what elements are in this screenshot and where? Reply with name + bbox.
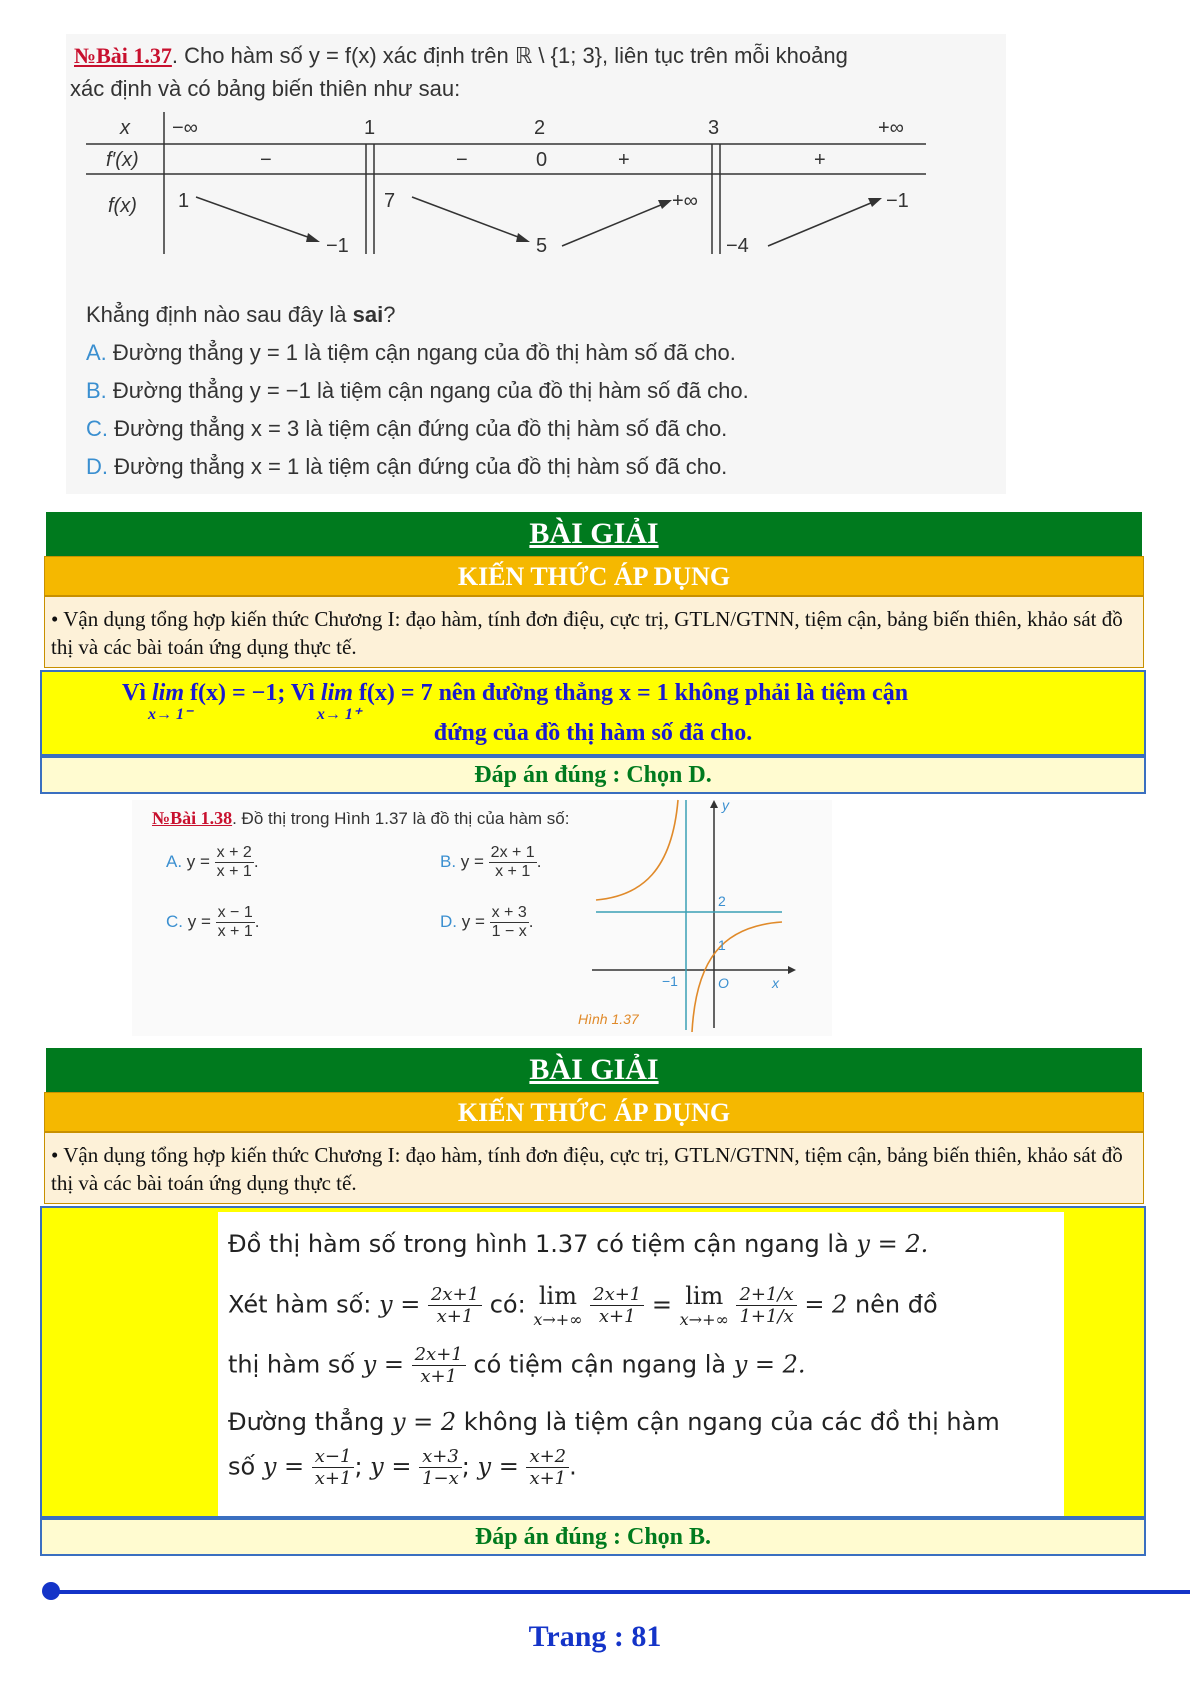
knowledge-text: • Vận dụng tổng hợp kiến thức Chương I: đạo hàm, tính đơn điệu, cực trị, GTLN/GTNN, tiệm cận, bảng biến thiên, khảo sát đồ thị và các bài toán ứng dụng thực tế. xyxy=(44,596,1144,668)
question: Khẳng định nào sau đây là sai? xyxy=(86,302,396,327)
solution-2-line-3: thị hàm số y = $\frac{2x+1}{x+1}$ có tiệm cận ngang là y = 2. xyxy=(228,1344,806,1387)
answer-1: Đáp án đúng : Chọn D. xyxy=(40,756,1146,794)
f-val: −4 xyxy=(726,235,749,257)
problem-1-37-stem-2: xác định và có bảng biến thiên như sau: xyxy=(70,76,461,101)
option-c[interactable]: C. y = $\frac{x - 1}{x + 1}$ . xyxy=(166,904,260,940)
tick-label: 1 xyxy=(718,937,726,953)
solution-1-line-2: đứng của đồ thị hàm số đã cho. xyxy=(433,720,753,746)
answer-2: Đáp án đúng : Chọn B. xyxy=(40,1518,1146,1556)
solution-2-line-1: Đồ thị hàm số trong hình 1.37 có tiệm cận ngang là y = 2. xyxy=(228,1230,929,1258)
problem-1-37 xyxy=(66,34,1006,494)
solution-2-line-5: số y = $\frac{x-1}{x+1}$ ; y = $\frac{x+3}{1-x}$ ; y = $\frac{x+2}{x+1}$ . xyxy=(228,1446,577,1489)
x-label: x xyxy=(120,117,130,139)
problem-1-38-stem: №Bài 1.38. Đồ thị trong Hình 1.37 là đồ thị của hàm số: xyxy=(152,808,570,828)
x-axis-label: x xyxy=(772,975,779,991)
solution-1-box xyxy=(40,670,1146,756)
tick-label: −1 xyxy=(662,973,678,989)
solution-1-line-1: Vì lim x→ 1⁻ f(x) = −1; Vì lim x→ 1⁺ f(x) = 7 nên đường thẳng x = 1 không phải là tiệm cận xyxy=(122,680,909,723)
knowledge-text: • Vận dụng tổng hợp kiến thức Chương I: đạo hàm, tính đơn điệu, cực trị, GTLN/GTNN, tiệm cận, bảng biến thiên, khảo sát đồ thị và các bài toán ứng dụng thực tế. xyxy=(44,1132,1144,1204)
x-val: 3 xyxy=(708,117,720,139)
fprime-val: + xyxy=(814,149,826,171)
y-axis-label: y xyxy=(722,797,729,813)
fprime-val: − xyxy=(456,149,468,171)
f-val: −1 xyxy=(326,235,349,257)
option-b[interactable]: B. y = $\frac{2x + 1}{x + 1}$ . xyxy=(440,844,542,880)
choice-c[interactable]: C. Đường thẳng x = 3 là tiệm cận đứng của đồ thị hàm số đã cho. xyxy=(86,416,728,441)
solution-2-line-4: Đường thẳng y = 2 không là tiệm cận ngang của các đồ thị hàm xyxy=(228,1408,1000,1436)
graph-figure xyxy=(578,797,832,1036)
footer-dot xyxy=(42,1582,60,1600)
page-number: Trang : 81 xyxy=(528,1620,662,1653)
problem-1-38 xyxy=(132,797,832,1036)
solution-2-box xyxy=(40,1206,1146,1518)
figure-caption: Hình 1.37 xyxy=(578,1011,639,1027)
solution-header: BÀI GIẢI xyxy=(46,1048,1142,1092)
x-val: −∞ xyxy=(172,117,198,139)
option-a[interactable]: A. y = $\frac{x + 2}{x + 1}$ . xyxy=(166,844,259,880)
problem-1-37-stem: №Bài 1.37. Cho hàm số y = f(x) xác định trên ℝ \ {1; 3}, liên tục trên mỗi khoảng xyxy=(74,43,848,68)
footer-line xyxy=(50,1590,1190,1594)
f-val: 5 xyxy=(536,235,548,257)
origin-label: O xyxy=(718,975,729,991)
variation-table xyxy=(86,112,936,292)
f-val: 7 xyxy=(384,190,396,212)
solution-2-line-2: Xét hàm số: y = $\frac{2x+1}{x+1}$ có: lim x→+∞ $\frac{2x+1}{x+1}$ = lim x→+∞ $\frac{2+1/x}{1+1/x}$ = 2 nên đồ xyxy=(228,1282,938,1329)
fprime-val: + xyxy=(618,149,630,171)
f-val: 1 xyxy=(178,190,190,212)
fprime-val: − xyxy=(260,149,272,171)
f-val: +∞ xyxy=(672,190,698,212)
fprime-val: 0 xyxy=(536,149,548,171)
f-label: f(x) xyxy=(108,195,137,217)
solution-2-content xyxy=(218,1212,1064,1516)
x-val: 1 xyxy=(364,117,376,139)
option-d[interactable]: D. y = $\frac{x + 3}{1 - x}$ . xyxy=(440,904,534,940)
fprime-label: f′(x) xyxy=(106,149,139,171)
knowledge-header: KIẾN THỨC ÁP DỤNG xyxy=(44,556,1144,596)
f-val: −1 xyxy=(886,190,909,212)
choice-a[interactable]: A. Đường thẳng y = 1 là tiệm cận ngang của đồ thị hàm số đã cho. xyxy=(86,340,736,365)
knowledge-header: KIẾN THỨC ÁP DỤNG xyxy=(44,1092,1144,1132)
solution-header: BÀI GIẢI xyxy=(46,512,1142,556)
problem-number: №Bài 1.37 xyxy=(74,43,172,68)
x-val: +∞ xyxy=(878,117,904,139)
tick-label: 2 xyxy=(718,893,726,909)
choice-d[interactable]: D. Đường thẳng x = 1 là tiệm cận đứng của đồ thị hàm số đã cho. xyxy=(86,454,728,479)
x-val: 2 xyxy=(534,117,546,139)
choice-b[interactable]: B. Đường thẳng y = −1 là tiệm cận ngang của đồ thị hàm số đã cho. xyxy=(86,378,749,403)
